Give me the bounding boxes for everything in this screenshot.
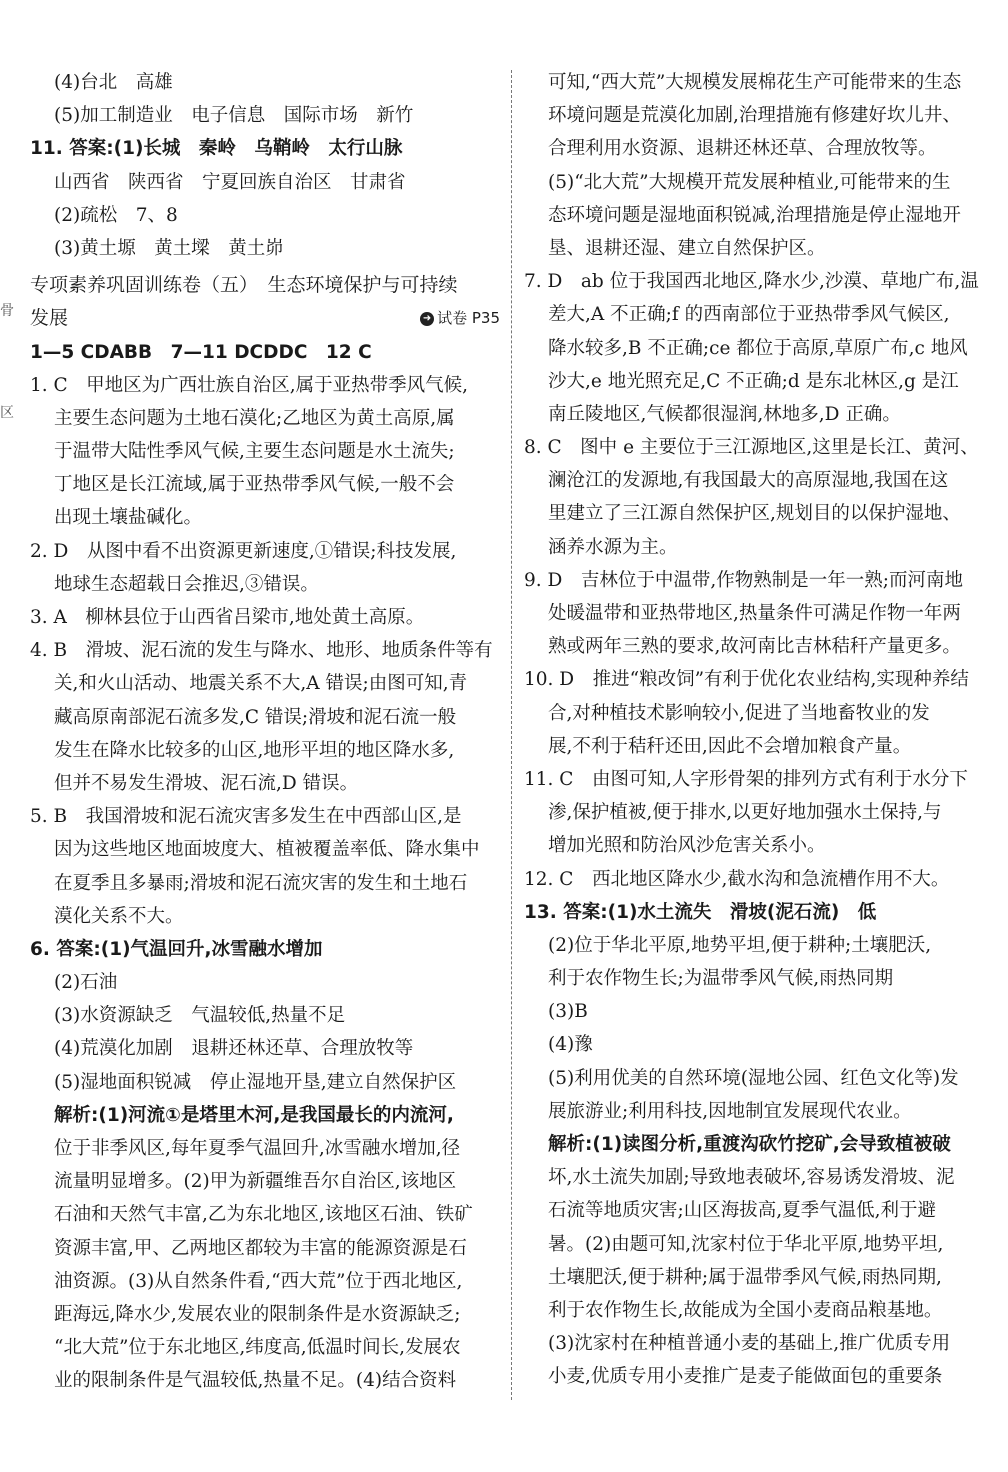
section-title-text: 发展 — [30, 307, 69, 330]
text-line: 出现土壤盐碱化。 — [54, 507, 203, 529]
text-line: 差大,A 不正确;f 的西南部位于亚热带季风气候区, — [548, 304, 950, 326]
answer-line: 10. D 推进“粮改饲”有利于优化农业结构,实现种养结 — [524, 669, 969, 691]
text-line: (4)台北 高雄 — [54, 72, 173, 93]
answer-line: 9. D 吉林位于中温带,作物熟制是一年一熟;而河南地 — [524, 569, 963, 591]
text-line: (5)“北大荒”大规模开荒发展种植业,可能带来的生 — [548, 171, 951, 193]
column-divider — [511, 70, 512, 1400]
text-line: 发生在降水比较多的山区,地形平坦的地区降水多, — [54, 739, 455, 761]
text-line: (2)石油 — [54, 972, 118, 994]
answer-line: 2. D 从图中看不出资源更新速度,①错误;科技发展, — [30, 540, 457, 562]
text-line: 丁地区是长江流域,属于亚热带季风气候,一般不会 — [54, 474, 455, 496]
paper-reference-text: 试卷 P35 — [437, 309, 500, 328]
text-line: 南丘陵地区,气候都很湿润,林地多,D 正确。 — [548, 403, 901, 425]
left-column — [30, 66, 500, 1398]
text-line: (2)疏松 7、8 — [54, 204, 178, 226]
text-line: 坏,水土流失加剧;导致地表破坏,容易诱发滑坡、泥 — [548, 1167, 955, 1189]
text-line: 藏高原南部泥石流多发,C 错误;滑坡和泥石流一般 — [54, 706, 457, 728]
text-line: 沙大,e 地光照充足,C 不正确;d 是东北林区,g 是江 — [548, 370, 959, 392]
text-line: (4)豫 — [548, 1034, 593, 1056]
text-line: 降水较多,B 不正确;ce 都位于高原,草原广布,c 地风 — [548, 337, 968, 359]
text-line: (2)位于华北平原,地势平坦,便于耕种;土壤肥沃, — [548, 934, 932, 956]
text-line: 因为这些地区地面坡度大、植被覆盖率低、降水集中 — [54, 839, 480, 861]
text-line: 漠化关系不大。 — [54, 905, 184, 927]
text-line: 处暖温带和亚热带地区,热量条件可满足作物一年两 — [548, 603, 961, 624]
text-line: 油资源。(3)从自然条件看,“西大荒”位于西北地区, — [54, 1270, 463, 1292]
arrow-right-icon: ➜ — [420, 312, 434, 326]
answer-key: 1—5 CDABB 7—11 DCDDC 12 C — [30, 341, 372, 363]
text-line: (5)湿地面积锐减 停止湿地开垦,建立自然保护区 — [54, 1071, 457, 1093]
text-line: 涵养水源为主。 — [548, 536, 678, 558]
analysis-line: 解析:(1)读图分析,重渡沟砍竹挖矿,会导致植被破 — [548, 1134, 951, 1155]
answer-line: 8. C 图中 e 主要位于三江源地区,这里是长江、黄河、 — [524, 437, 979, 459]
answer-line: 12. C 西北地区降水少,截水沟和急流槽作用不大。 — [524, 868, 950, 890]
text-line: 利于农作物生长;为温带季风气候,雨热同期 — [548, 968, 894, 990]
answer-line: 6. 答案:(1)气温回升,冰雪融水增加 — [30, 938, 323, 960]
text-line: 垦、退耕还湿、建立自然保护区。 — [548, 237, 826, 259]
text-line: “北大荒”位于东北地区,纬度高,低温时间长,发展农 — [54, 1337, 461, 1359]
text-line: 小麦,优质专用小麦推广是麦子能做面包的重要条 — [548, 1366, 943, 1388]
text-line: 展,不利于秸秆还田,因此不会增加粮食产量。 — [548, 735, 912, 757]
text-line: 在夏季且多暴雨;滑坡和泥石流灾害的发生和土地石 — [54, 872, 468, 894]
text-line: 关,和火山活动、地震关系不大,A 错误;由图可知,青 — [54, 673, 468, 695]
answer-line: 1. C 甲地区为广西壮族自治区,属于亚热带季风气候, — [30, 374, 468, 396]
text-line: 增加光照和防治风沙危害关系小。 — [548, 835, 826, 857]
analysis-line: 解析:(1)河流①是塔里木河,是我国最长的内流河, — [54, 1104, 454, 1126]
text-line: 于温带大陆性季风气候,主要生态问题是水土流失; — [54, 441, 455, 463]
text-line: (3)水资源缺乏 气温较低,热量不足 — [54, 1005, 346, 1027]
text-line: (3)沈家村在种植普通小麦的基础上,推广优质专用 — [548, 1333, 951, 1355]
answer-line: 11. 答案:(1)长城 秦岭 乌鞘岭 太行山脉 — [30, 138, 403, 160]
text-line: 渗,保护植被,便于排水,以更好地加强水土保持,与 — [548, 802, 942, 824]
text-line: (5)加工制造业 电子信息 国际市场 新竹 — [54, 105, 414, 127]
paper-reference — [420, 302, 500, 335]
answer-line: 11. C 由图可知,人字形骨架的排列方式有利于水分下 — [524, 768, 968, 790]
text-line: 山西省 陕西省 宁夏回族自治区 甘肃省 — [54, 171, 406, 193]
section-title-line2 — [30, 302, 500, 335]
text-line: 暑。(2)由题可知,沈家村位于华北平原,地势平坦, — [548, 1233, 944, 1255]
right-column — [524, 66, 994, 1394]
text-line: 展旅游业;利用科技,因地制宜发展现代农业。 — [548, 1100, 912, 1122]
text-line: 地球生态超载日会推迟,③错误。 — [54, 573, 319, 595]
text-line: 石油和天然气丰富,乙为东北地区,该地区石油、铁矿 — [54, 1204, 473, 1226]
edge-mark-1: 骨 — [0, 303, 14, 319]
text-line: 熟或两年三熟的要求,故河南比吉林秸秆产量更多。 — [548, 636, 961, 658]
text-line: (3)B — [548, 1001, 588, 1023]
text-line: 可知,“西大荒”大规模发展棉花生产可能带来的生态 — [548, 72, 962, 93]
text-line: 主要生态问题为土地石漠化;乙地区为黄土高原,属 — [54, 407, 455, 429]
answer-line: 4. B 滑坡、泥石流的发生与降水、地形、地质条件等有 — [30, 640, 493, 662]
edge-mark-2: 区 — [0, 405, 14, 421]
text-line: 态环境问题是湿地面积锐减,治理措施是停止湿地开 — [548, 204, 961, 226]
text-line: (3)黄土塬 黄土墚 黄土峁 — [54, 237, 284, 259]
text-line: 澜沧江的发源地,有我国最大的高原湿地,我国在这 — [548, 470, 949, 492]
text-line: 利于农作物生长,故能成为全国小麦商品粮基地。 — [548, 1299, 943, 1321]
text-line: 距海远,降水少,发展农业的限制条件是水资源缺乏; — [54, 1303, 461, 1325]
answer-line: 5. B 我国滑坡和泥石流灾害多发生在中西部山区,是 — [30, 806, 462, 828]
text-line: 业的限制条件是气温较低,热量不足。(4)结合资料 — [54, 1370, 457, 1392]
section-title-line1: 专项素养巩固训练卷（五） 生态环境保护与可持续 — [30, 274, 458, 297]
text-line: 流量明显增多。(2)甲为新疆维吾尔自治区,该地区 — [54, 1171, 457, 1193]
text-line: (4)荒漠化加剧 退耕还林还草、合理放牧等 — [54, 1038, 414, 1060]
text-line: 合,对种植技术影响较小,促进了当地畜牧业的发 — [548, 702, 930, 724]
text-line: 环境问题是荒漠化加剧,治理措施有修建好坎儿井、 — [548, 105, 961, 127]
answer-line: 7. D ab 位于我国西北地区,降水少,沙漠、草地广布,温 — [524, 271, 979, 293]
text-line: (5)利用优美的自然环境(湿地公园、红色文化等)发 — [548, 1067, 959, 1089]
answer-line: 13. 答案:(1)水土流失 滑坡(泥石流) 低 — [524, 901, 877, 923]
text-line: 但并不易发生滑坡、泥石流,D 错误。 — [54, 772, 359, 794]
text-line: 资源丰富,甲、乙两地区都较为丰富的能源资源是石 — [54, 1237, 467, 1259]
text-line: 合理利用水资源、退耕还林还草、合理放牧等。 — [548, 138, 937, 160]
text-line: 里建立了三江源自然保护区,规划目的以保护湿地、 — [548, 503, 961, 525]
answer-line: 3. A 柳林县位于山西省吕梁市,地处黄土高原。 — [30, 607, 425, 628]
text-line: 石流等地质灾害;山区海拔高,夏季气温低,利于避 — [548, 1200, 936, 1222]
text-line: 土壤肥沃,便于耕种;属于温带季风气候,雨热同期, — [548, 1266, 942, 1288]
text-line: 位于非季风区,每年夏季气温回升,冰雪融水增加,径 — [54, 1138, 461, 1159]
